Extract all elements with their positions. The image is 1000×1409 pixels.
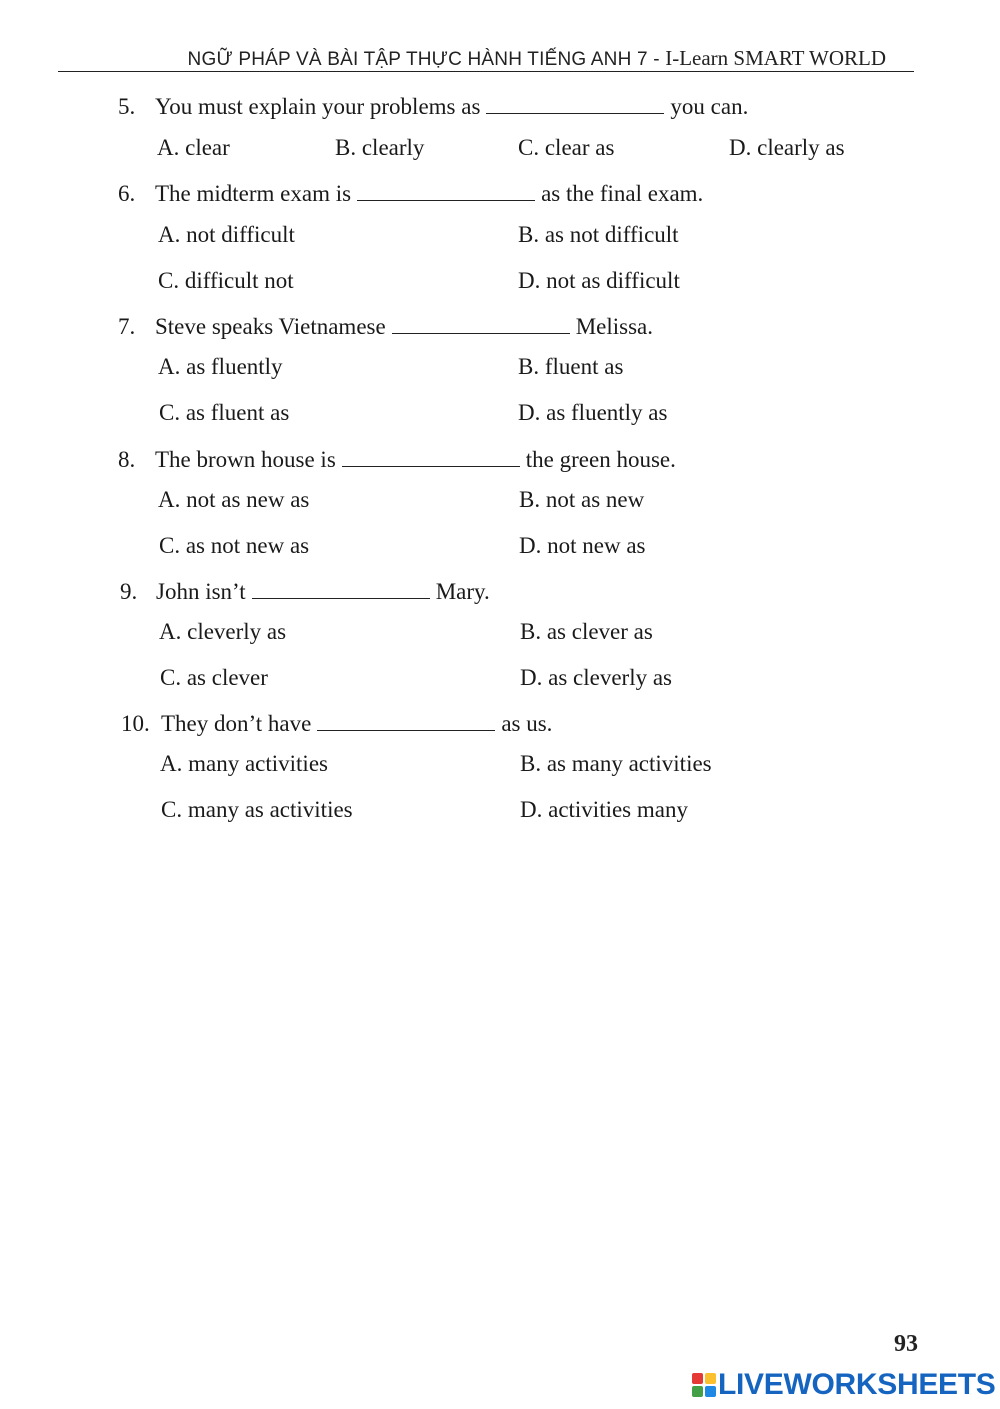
- option-d[interactable]: D. not as difficult: [518, 268, 680, 293]
- page-number: 93: [894, 1331, 918, 1357]
- liveworksheets-watermark: [692, 1370, 996, 1400]
- answer-blank[interactable]: [486, 93, 664, 114]
- question-number: 8.: [118, 447, 136, 472]
- option-a[interactable]: A. not as new as: [158, 487, 310, 512]
- question-9: [120, 578, 490, 606]
- option-d[interactable]: D. as fluently as: [518, 400, 668, 425]
- option-d[interactable]: D. activities many: [520, 797, 688, 822]
- question-7: [118, 313, 653, 341]
- option-c[interactable]: C. as clever: [160, 665, 268, 690]
- option-b[interactable]: B. as not difficult: [518, 222, 679, 247]
- option-d[interactable]: D. not new as: [519, 533, 646, 558]
- liveworksheets-text: LIVEWORKSHEETS: [718, 1368, 996, 1401]
- question-number: 7.: [118, 314, 136, 339]
- liveworksheets-logo-icon: [692, 1373, 716, 1397]
- option-b[interactable]: B. as many activities: [520, 751, 712, 776]
- option-c[interactable]: C. as fluent as: [159, 400, 290, 425]
- question-10: [121, 710, 552, 738]
- option-c[interactable]: C. as not new as: [159, 533, 310, 558]
- question-text-before: The midterm exam is: [155, 181, 352, 206]
- option-c[interactable]: C. many as activities: [161, 797, 353, 822]
- header-title-vietnamese: NGỮ PHÁP VÀ BÀI TẬP THỰC HÀNH TIẾNG ANH 7 -: [187, 49, 666, 70]
- question-text-after: you can.: [670, 94, 749, 119]
- question-text-after: as the final exam.: [541, 181, 704, 206]
- question-text-after: Mary.: [435, 579, 490, 604]
- answer-blank[interactable]: [357, 180, 535, 201]
- question-text-after: as us.: [501, 711, 553, 736]
- option-a[interactable]: A. not difficult: [158, 222, 295, 247]
- option-b[interactable]: B. fluent as: [518, 354, 624, 379]
- header-title-series: I-Learn SMART WORLD: [665, 46, 886, 70]
- option-d[interactable]: D. clearly as: [729, 135, 845, 160]
- answer-blank[interactable]: [392, 313, 570, 334]
- question-number: 10.: [121, 711, 150, 736]
- option-b[interactable]: B. as clever as: [520, 619, 653, 644]
- question-number: 5.: [118, 94, 136, 119]
- question-text-before: John isn’t: [156, 579, 246, 604]
- page-header: [58, 46, 914, 72]
- question-text-after: the green house.: [525, 447, 676, 472]
- answer-blank[interactable]: [342, 446, 520, 467]
- question-6: [118, 180, 703, 208]
- question-number: 6.: [118, 181, 136, 206]
- option-b[interactable]: B. clearly: [335, 135, 425, 160]
- question-8: [118, 446, 676, 474]
- option-a[interactable]: A. many activities: [160, 751, 328, 776]
- option-a[interactable]: A. clear: [157, 135, 230, 160]
- question-text-before: They don’t have: [161, 711, 312, 736]
- option-c[interactable]: C. clear as: [518, 135, 615, 160]
- question-text-before: You must explain your problems as: [155, 94, 481, 119]
- option-a[interactable]: A. cleverly as: [159, 619, 287, 644]
- option-d[interactable]: D. as cleverly as: [520, 665, 672, 690]
- option-c[interactable]: C. difficult not: [158, 268, 294, 293]
- question-5: [118, 93, 748, 121]
- question-number: 9.: [120, 579, 138, 604]
- question-text-after: Melissa.: [575, 314, 653, 339]
- question-text-before: The brown house is: [155, 447, 336, 472]
- option-b[interactable]: B. not as new: [519, 487, 645, 512]
- option-a[interactable]: A. as fluently: [158, 354, 283, 379]
- question-text-before: Steve speaks Vietnamese: [155, 314, 386, 339]
- answer-blank[interactable]: [317, 710, 495, 731]
- answer-blank[interactable]: [252, 578, 430, 599]
